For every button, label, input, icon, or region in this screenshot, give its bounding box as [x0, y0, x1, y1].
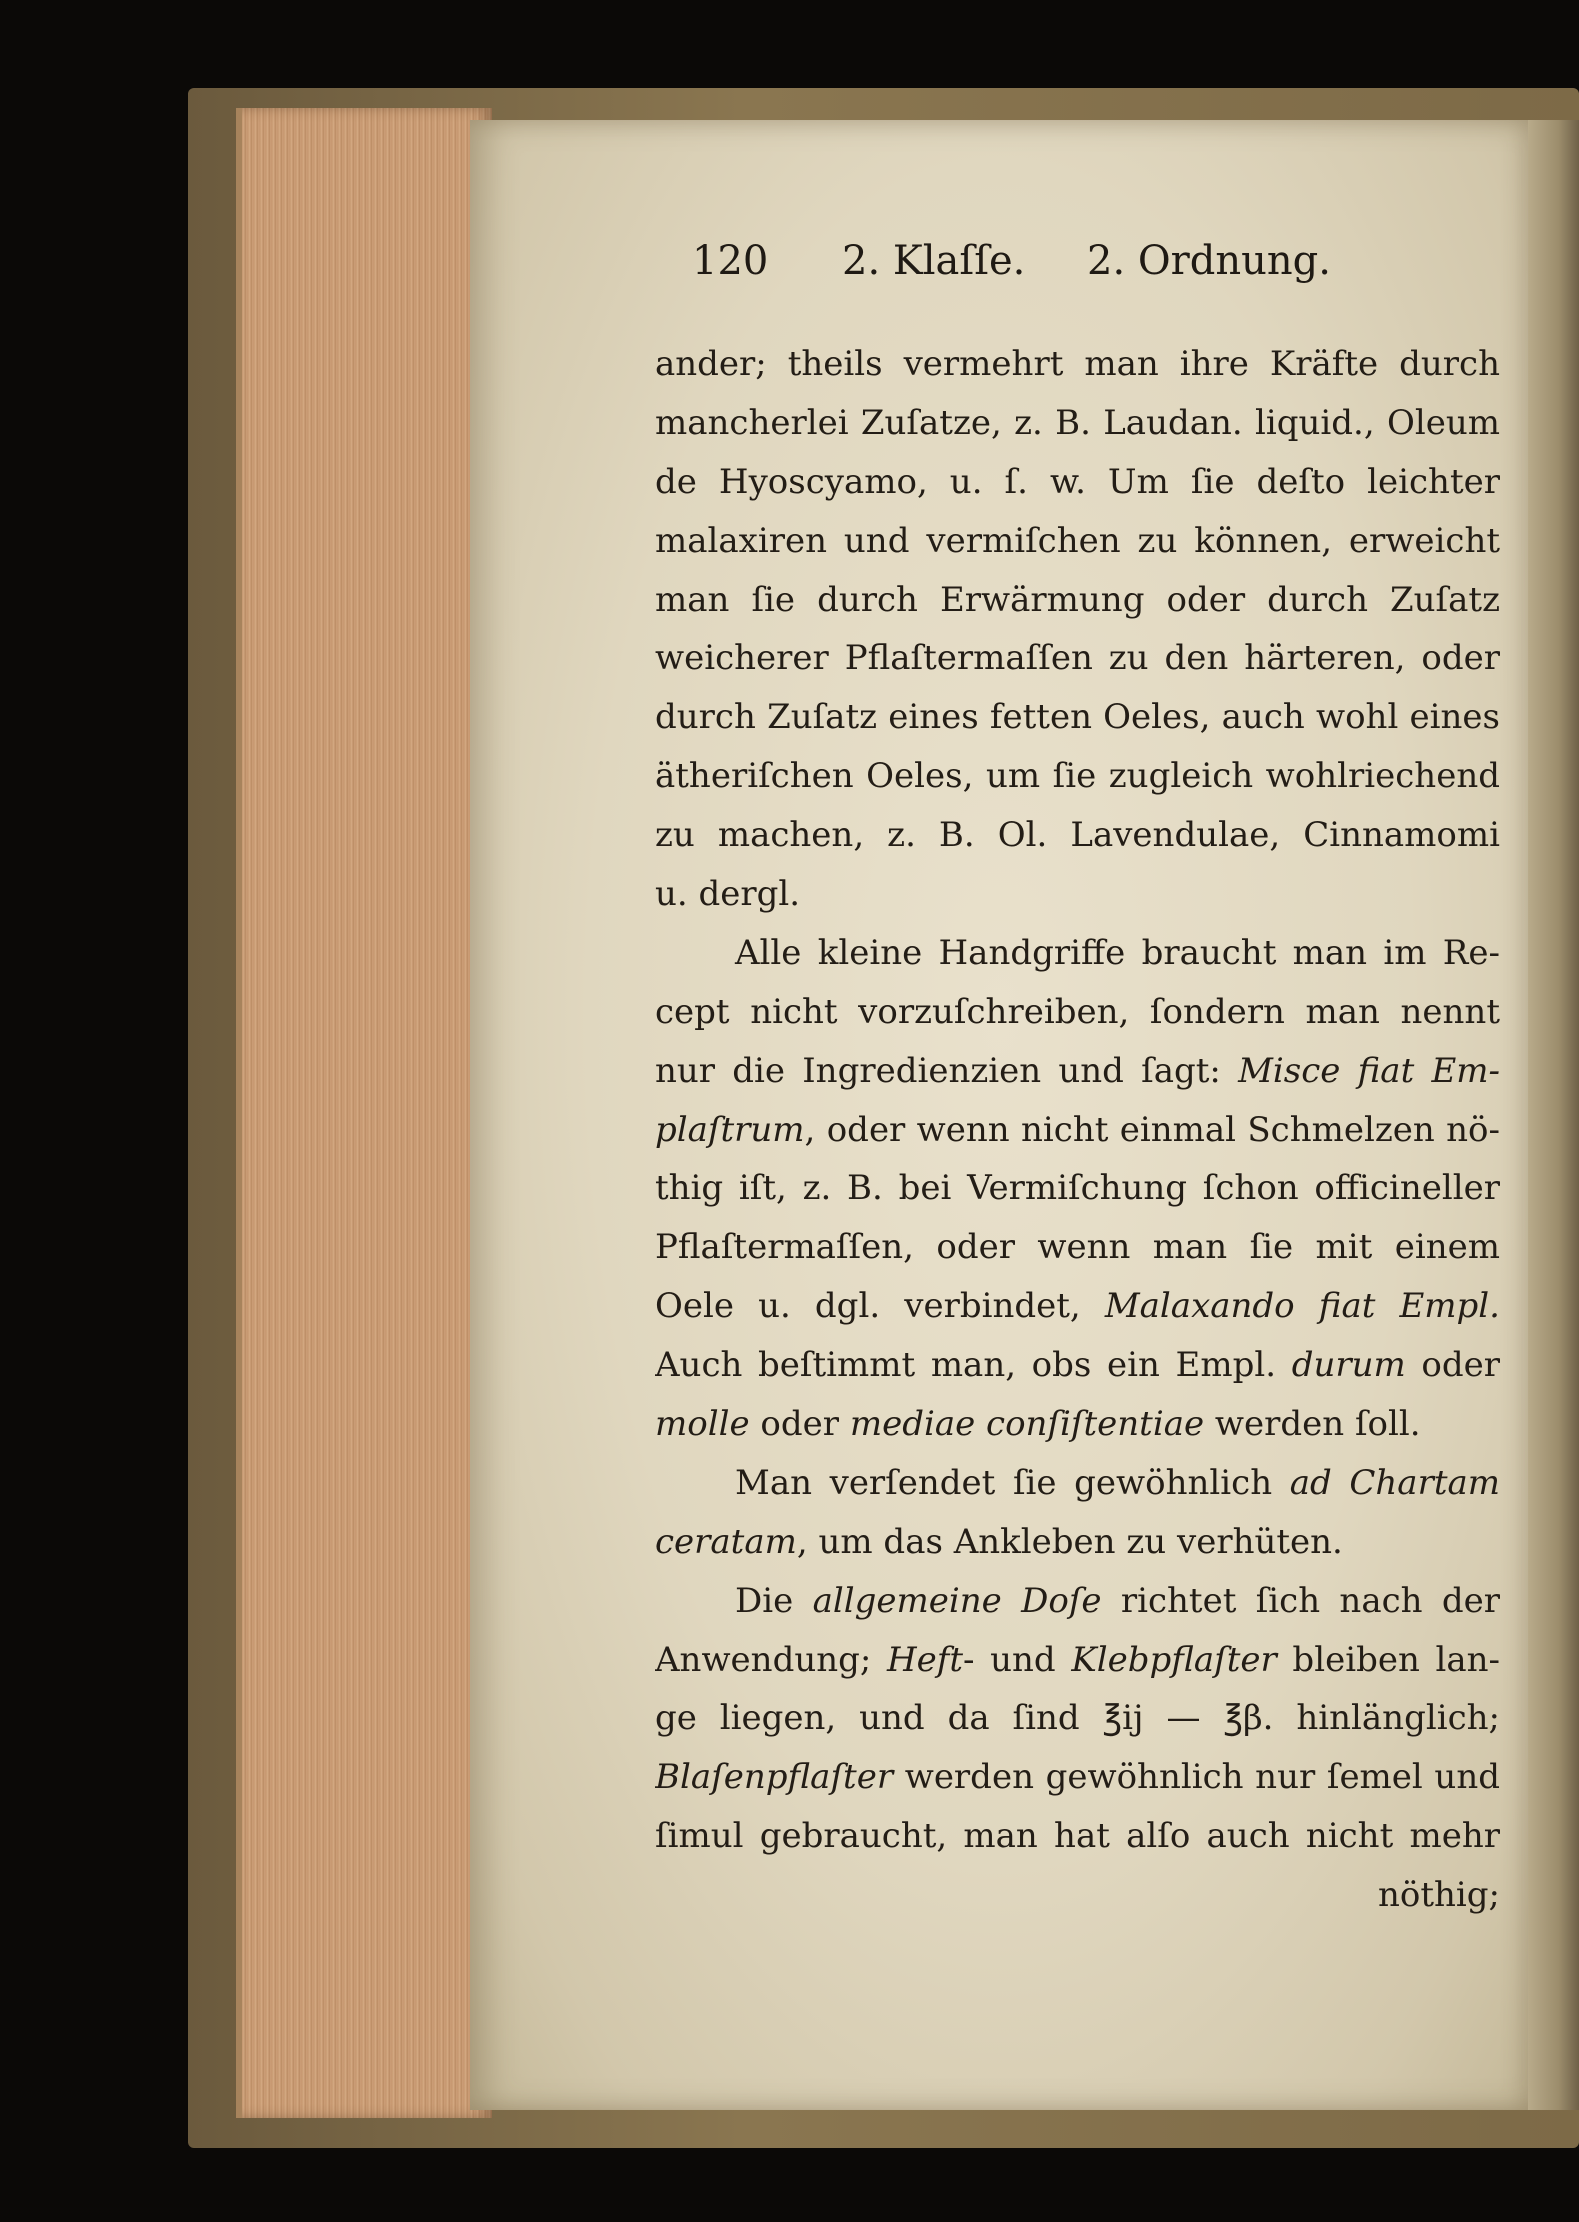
text-line: Alle kleine Handgriffe braucht man im Re-: [735, 932, 1500, 973]
page-edges: [236, 108, 492, 2118]
text-line: weicherer Pflaſtermaſſen zu den härteren, oder: [655, 638, 1500, 679]
order-label: 2. Ordnung.: [1087, 238, 1332, 284]
text-line: durch Zuſatz eines fetten Oeles, auch wohl eines: [655, 697, 1500, 738]
running-head: [692, 238, 1332, 298]
text-line: thig iſt, z. B. bei Vermiſchung ſchon officineller: [655, 1168, 1500, 1209]
text-line: malaxiren und vermiſchen zu können, erweicht: [655, 520, 1500, 561]
text-line: cept nicht vorzuſchreiben, ſondern man nennt: [655, 991, 1500, 1032]
text-line: u. dergl.: [655, 874, 801, 915]
text-line: de Hyoscyamo, u. ſ. w. Um ſie deſto leichter: [655, 461, 1500, 502]
text-line: nur die Ingredienzien und ſagt: Misce fiat Em-: [655, 1050, 1500, 1091]
text-line: zu machen, z. B. Ol. Lavendulae, Cinnamomi: [655, 815, 1500, 856]
text-line: Blaſenpflaſter werden gewöhnlich nur ſemel und: [655, 1757, 1500, 1798]
text-line: Pflaſtermaſſen, oder wenn man ſie mit einem: [655, 1227, 1500, 1268]
text-line: ge liegen, und da ſind ℥ij — ℥β. hinlänglich;: [655, 1698, 1500, 1739]
text-line: plaſtrum, oder wenn nicht einmal Schmelzen nö-: [655, 1109, 1500, 1150]
text-line: ander; theils vermehrt man ihre Kräfte durch: [655, 344, 1500, 384]
page-gutter: [1528, 120, 1579, 2110]
page-number: 120: [692, 238, 769, 284]
text-line: Man verſendet ſie gewöhnlich ad Chartam: [735, 1462, 1500, 1503]
text-line: Oele u. dgl. verbindet, Malaxando fiat Empl.: [655, 1286, 1500, 1327]
text-line: Die allgemeine Doſe richtet ſich nach der: [735, 1580, 1500, 1621]
catchword: nöthig;: [1377, 1875, 1500, 1916]
text-line: Anwendung; Heft- und Klebpflaſter bleiben lan-: [655, 1639, 1500, 1680]
text-line: man ſie durch Erwärmung oder durch Zuſatz: [655, 579, 1500, 620]
class-label: 2. Klaſſe.: [842, 238, 1026, 284]
text-line: ſimul gebraucht, man hat alſo auch nicht mehr: [655, 1816, 1500, 1857]
text-line: ätheriſchen Oeles, um ſie zugleich wohlriechend: [655, 756, 1500, 797]
text-line: ceratam, um das Ankleben zu verhüten.: [655, 1521, 1343, 1562]
text-line: Auch beſtimmt man, obs ein Empl. durum oder: [655, 1345, 1500, 1386]
text-line: mancherlei Zuſatze, z. B. Laudan. liquid., Oleum: [655, 402, 1500, 443]
text-line: molle oder mediae conſiſtentiae werden ſoll.: [655, 1404, 1421, 1445]
body-text: [655, 335, 1500, 1925]
